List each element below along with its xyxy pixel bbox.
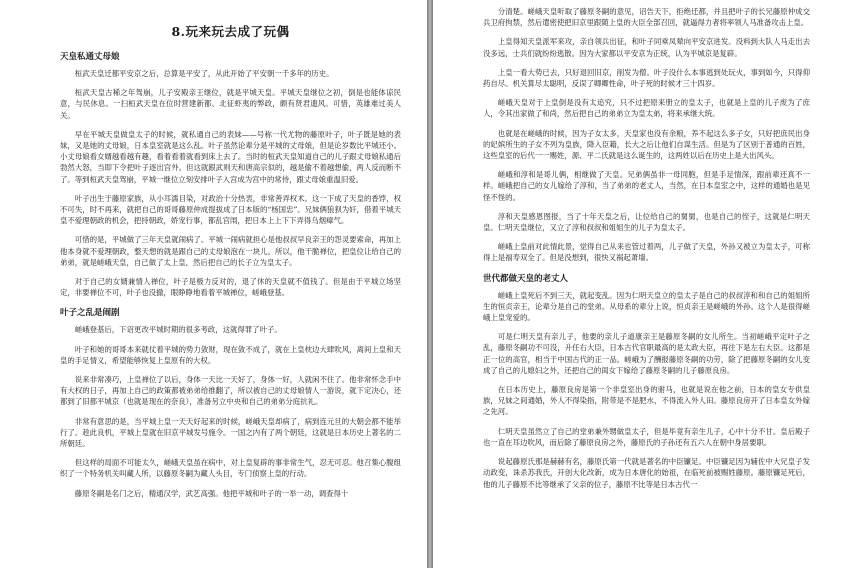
paragraph: 桓武天皇迁都平安京之后，总算是平安了，从此开始了平安朝一千多年的历史。 bbox=[74, 69, 334, 78]
paragraph: 仁明天皇虽然立了自己的堂弟兼外甥做皇太子，但是毕竟有亲生儿子，心中十分不甘。皇后殿子也一直在耳边吹风，而后除了藤原良房之外，藤原氏的子孙还有五六人在朝中身居要职。 bbox=[483, 426, 810, 447]
paragraph: 桓武天皇古稀之年驾崩，儿子安殿亲王继位，就是平城天皇。平城天皇继位之初，倒是也能体谅民意，与民休息。一扫桓武天皇在位时营建新都、北征虾夷的弊政，颇有贤君遗风。可惜，英雄难过美人关。 bbox=[60, 88, 401, 120]
left-page bbox=[0, 0, 427, 568]
paragraph: 上皇一看大势已去，只好退回旧京，削发为僧。叶子没什么本事逃到处玩火，事到如今，只得仰药自尽。机关算尽太聪明，反误了卿卿性命，叶子死的时候才三十四岁。 bbox=[483, 67, 810, 89]
paragraph: 也就是在嵯峨的时候，因为子女太多，天皇家也没有余粮，养不起这么多子女，只好把庶民出身的妃嫔所生的子女不列为皇族，降入臣籍，长大之后让他们自谋生活。但是为了区别于普通的百姓，这些皇室的后代一一赐姓，源、平二氏就是这么诞生的，这两姓以后在历史上是大出风头。 bbox=[483, 128, 810, 161]
right-page-body bbox=[483, 6, 810, 490]
right-page bbox=[433, 0, 860, 568]
paragraph: 上皇得知天皇派军来攻，亲自领兵出征，和叶子同乘凤辇向平安京进发。没料到大队人马走出去没多远，士兵们就纷纷逃散。因为大家都以平安京为正统，认为平城京是复辟。 bbox=[483, 37, 810, 58]
paragraph: 可惜的是，平城做了三年天皇就闹病了。平城一闹病就担心是他叔叔早良亲王的怨灵要索命，再加上他本身就不爱理朝政，整天想的就是跟自己的丈母娘泡在一块儿。所以，他干脆禅位，把皇位让给自己的弟弟，就是嵯峨天皇，自己做了太上皇，然后把自己的长子立为皇太子。 bbox=[60, 235, 401, 267]
paragraph: 说起藤原氏那是赫赫有名，藤原氏第一代就是著名的中臣镰足。中臣镰足因为辅佐中大兄皇子发动政变，诛杀苏我氏，开创大化改新，成为日本唐化的始祖，在临死前被赐姓藤原。藤原镰足死后，他的儿子藤原不比等继承了父亲的位子，藤原不比等是日本古代一 bbox=[483, 457, 810, 489]
paragraph: 叶子和她的哥哥本来就仗着平城的势力敛财，现在敛不成了，就在上皇枕边大肆吹风，离间上皇和天皇的手足情义，希望能够恢复上皇原有的大权。 bbox=[60, 344, 401, 365]
paragraph: 但这样的局面不可能太久，嵯峨天皇虽在病中，对上皇复辟的事非常生气，忍无可忍。他召集心腹组织了一个特务机关叫藏人所，以藤原冬嗣为藏人头目，专门侦察上皇的行动。 bbox=[60, 458, 401, 479]
paragraph: 嵯峨上皇死后不到三天，就起变乱。因为仁明天皇立的皇太子是自己的叔叔淳和和自己的姐姐所生的恒贞亲王，论辈分是自己的堂弟。从母系的辈分上说，恒贞亲王是嵯峨的外孙。这个人是很得嵯峨上皇宠爱的。 bbox=[483, 290, 810, 323]
paragraph: 嵯峨和淳和是哥儿俩，相继做了天皇。兄弟俩虽非一母同胞，但是手足情深，跟前辈还真不一样。嵯峨把自己的女儿嫁给了淳和，当了弟弟的老丈人，当然，在日本皇室之中，这样的通婚也是见怪不怪的。 bbox=[483, 170, 810, 202]
section-heading: 叶子之乱是闹剧 bbox=[60, 308, 120, 319]
paragraph: 嵯峨上皇前对此情此景，觉得自己从来也管过着两，儿子做了天皇，外孙又被立为皇太子，可称得上是福寿双全了。但是没想到，很快又祸起萧墙。 bbox=[483, 242, 810, 263]
paragraph: 非常有意思的是，当平城上皇一天天好起来的时候，嵯峨天皇却病了，病到连元旦的大朝会都不能举行了。趁此良机，平城上皇就在旧京平城发号施令。一国之内有了两个朝廷，这就是日本历史上著名的二所朝廷。 bbox=[60, 416, 401, 449]
paragraph: 早在平城天皇做皇太子的时候，就私通自己的表妹——号称一代尤物的藤原叶子，叶子既是她的表妹，又是她的丈母娘，日本皇室就是这么乱。叶子虽然论辈分是平城的丈母娘，但是论岁数比平城还小。小丈母娘看女婿越看越有趣，看着看着就看到床上去了。当时的桓武天皇知道自己的儿子跟丈母娘私通后勃然大怒，当即下令把叶子逐出宫外。但这就跟武则天和唐高宗似的，越是偷不着越想偷，两人反而断不了。等到桓武天皇驾崩，平城一继位立刻安排叶子入宫成为宫中的常侍，跟丈母娘重温旧爱。 bbox=[60, 129, 401, 184]
paragraph: 可是仁明天皇有亲儿子，他要的亲儿子道康亲王是藤原冬嗣的女儿所生。当初嵯峨平定叶子之乱，藤原冬嗣功不可没，升任右大臣，日本古代官职最高的是太政大臣，再往下是左右大臣。这都是正一位的高官，相当于中国古代的正一品。嵯峨为了酬报藤原冬嗣的功劳，除了把藤原冬嗣的女儿变成了自己的儿媳妇之外，还把自己的闺女下嫁给了藤原冬嗣的儿子藤原良房。 bbox=[483, 332, 810, 375]
paragraph: 分清楚。嵯峨天皇听取了藤原冬嗣的意见，诏告天下，拒绝迁都，并且把叶子的长兄藤原仲成交兵卫府拘禁，然后遣密使把旧京里跟随上皇的大臣全部召回，就逼得力者将率领人马准备攻击上皇。 bbox=[483, 7, 810, 28]
section-heading: 天皇私通丈母娘 bbox=[60, 52, 120, 62]
paragraph: 说来非常凑巧，上皇禅位了以后，身体一天比一天好了，身体一好，人就闲不住了。他非常怀念手中有大权的日子，再加上自己的政策都被弟弟给推翻了，所以被自己的丈母娘情人一游说，就下定决心，还都到了旧都平城京（也就是现在的奈良），准备另立中央和自己的弟弟分庭抗礼。 bbox=[60, 375, 401, 407]
left-page-body bbox=[60, 50, 401, 499]
paragraph: 在日本历史上，藤原良房是第一个非皇室出身的驸马，也就是说在他之前，日本的皇女专供皇族，兄妹之间通婚，外人不得染指，附带是不是肥水，不得流入外人田。藤原良房开了日本皇女外嫁之先河。 bbox=[483, 385, 810, 417]
paragraph: 对于自己的女婿兼情人禅位，叶子是极力反对的，退了休的天皇就不值钱了。但是由于平城立场坚定，非要禅位不可，叶子也没撤，眼睁睁地看着平城禅位，嵯峨登基。 bbox=[60, 277, 401, 298]
paragraph: 叶子出生于藤原家族，从小耳濡目染，对政治十分热衷，非常善弄权术。这一下成了天皇的香饽，权不可失，时不再来，就把自己的哥哥藤原仲成提拔成了日本版的“杨国忠”。兄妹俩狼狈为奸，借着平城天皇不爱理朝政的机会，把持朝政，娇宠行事，都乱宫闱，把日本上上下下弄得乌烟瘴气。 bbox=[60, 193, 401, 226]
paragraph: 嵯峨天皇对于上皇倒是没有太追究，只不过把原来册立的皇太子，也就是上皇的儿子废为了庶人，令其出家做了和尚，然后把自己的弟弟立为皇太弟，将来承继大统。 bbox=[483, 98, 810, 119]
paragraph: 藤原冬嗣是名门之后，精通汉学，武艺高强。他把平城和叶子的一举一动，调查得十 bbox=[74, 488, 349, 498]
paragraph: 淳和天皇感恩图报，当了十年天皇之后，让位给自己的舅舅，也是自己的侄子，这就是仁明天皇。仁明天皇继位，又立了淳和叔叔和姐姐生的儿子为皇太子。 bbox=[483, 211, 810, 233]
section-heading: 世代都做天皇的老丈人 bbox=[483, 273, 569, 284]
paragraph: 嵯峨登基后，下诏更改平城时期的很多考政，这就得罪了叶子。 bbox=[74, 325, 282, 335]
chapter-title: 8.玩来玩去成了玩偶 bbox=[171, 24, 290, 39]
